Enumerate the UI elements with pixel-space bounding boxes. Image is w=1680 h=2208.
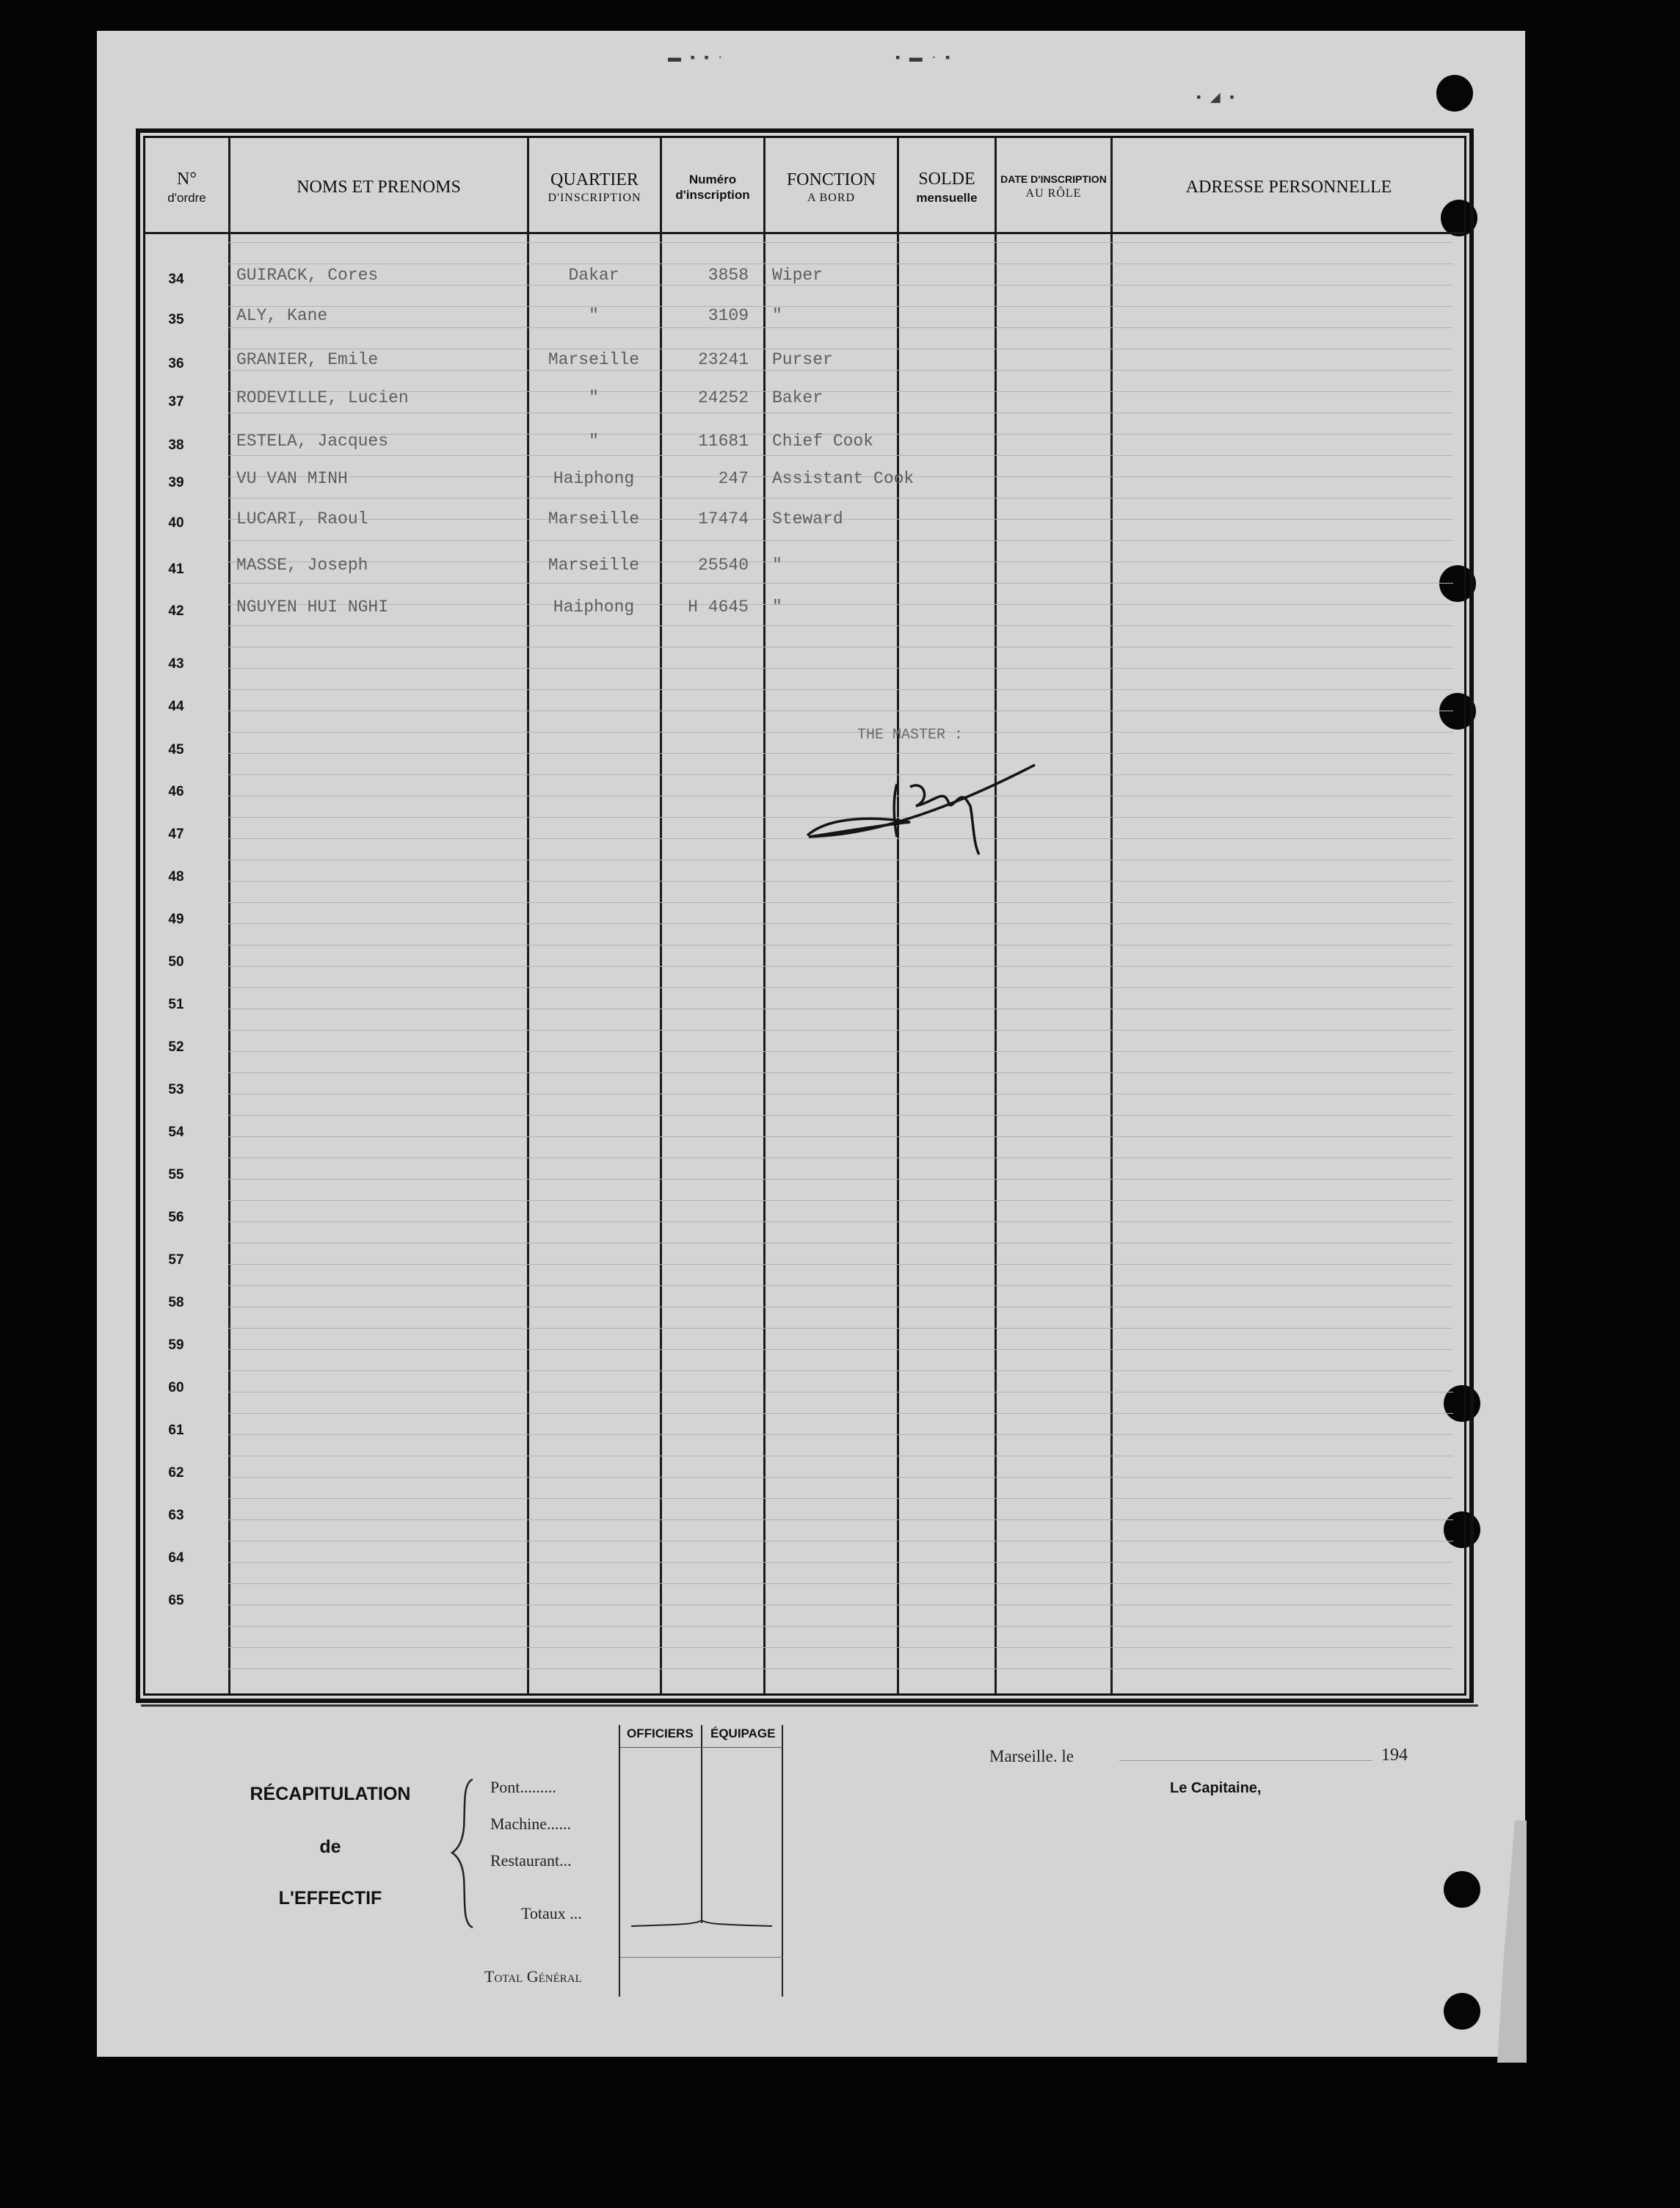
crew-numero: 17474: [697, 509, 749, 529]
crew-quartier: ": [589, 306, 599, 325]
row-number: 44: [168, 699, 184, 714]
punch-hole: [1444, 1993, 1480, 2030]
crew-numero: 247: [718, 469, 749, 488]
row-rule: [228, 1051, 1453, 1052]
row-rule: [228, 668, 1453, 669]
recap-effectif: L'EFFECTIF: [278, 1888, 382, 1909]
ink-smudge: ▪ ◢ ▪: [1196, 90, 1237, 104]
row-rule: [228, 732, 1453, 733]
row-rule: [228, 1328, 1453, 1329]
crew-fonction: Baker: [772, 388, 823, 407]
recap-totaux: Totaux ...: [521, 1904, 582, 1922]
header-fonction: FONCTION A BORD: [786, 170, 876, 204]
punch-hole: [1436, 75, 1473, 112]
master-label: THE MASTER :: [857, 727, 964, 744]
row-number: 62: [168, 1465, 184, 1481]
crew-quartier: ": [589, 432, 599, 451]
column-divider: [660, 138, 662, 1693]
crew-numero: 11681: [697, 432, 749, 451]
row-number: 63: [168, 1508, 184, 1523]
column-divider: [897, 138, 899, 1693]
row-number: 34: [168, 272, 184, 287]
row-number: 48: [168, 869, 184, 885]
row-rule: [228, 1179, 1453, 1180]
crew-name: GRANIER, Emile: [236, 350, 379, 369]
row-rule: [228, 604, 1453, 605]
row-rule: [228, 1370, 1453, 1371]
crew-name: GUIRACK, Cores: [236, 266, 379, 285]
crew-quartier: Marseille: [548, 509, 640, 529]
row-rule: [228, 1477, 1453, 1478]
row-number: 57: [168, 1252, 184, 1268]
row-number: 42: [168, 603, 184, 619]
header-noms: NOMS ET PRENOMS: [297, 178, 461, 197]
crew-name: RODEVILLE, Lucien: [236, 388, 409, 407]
year-prefix: 194: [1381, 1746, 1408, 1765]
recap-divider: [701, 1725, 702, 1923]
recap-de: de: [319, 1837, 341, 1857]
header-divider: [145, 232, 1464, 234]
row-rule: [228, 327, 1453, 328]
row-rule: [228, 1498, 1453, 1499]
crew-name: ESTELA, Jacques: [236, 432, 389, 451]
row-number: 51: [168, 997, 184, 1012]
row-rule: [228, 285, 1453, 286]
row-number: 49: [168, 912, 184, 927]
row-rule: [228, 306, 1453, 307]
row-rule: [228, 689, 1453, 690]
recap-pont: Pont.........: [490, 1778, 556, 1796]
row-rule: [228, 1349, 1453, 1350]
crew-name: LUCARI, Raoul: [236, 509, 368, 529]
row-rule: [228, 1434, 1453, 1435]
ink-smudge: ▪ ▬ · ▪: [895, 50, 953, 65]
row-rule: [228, 1115, 1453, 1116]
row-number: 37: [168, 394, 184, 410]
crew-quartier: ": [589, 388, 599, 407]
recap-brace: [449, 1776, 479, 1931]
row-rule: [228, 455, 1453, 456]
crew-name: VU VAN MINH: [236, 469, 348, 488]
header-no: N° d'ordre: [167, 170, 206, 206]
row-number: 35: [168, 312, 184, 327]
header-date: DATE D'INSCRIPTION AU RÔLE: [1000, 173, 1107, 200]
recap-restaurant: Restaurant...: [490, 1851, 572, 1870]
crew-numero: 23241: [697, 350, 749, 369]
row-rule: [228, 923, 1453, 924]
recap-header-rule: [620, 1747, 783, 1748]
row-number: 50: [168, 954, 184, 970]
punch-hole: [1444, 1871, 1480, 1908]
crew-fonction: ": [772, 306, 782, 325]
header-numero: Numéro d'inscription: [675, 172, 750, 202]
row-number: 41: [168, 562, 184, 577]
row-rule: [228, 966, 1453, 967]
row-number: 61: [168, 1423, 184, 1438]
row-number: 38: [168, 437, 184, 453]
crew-quartier: Marseille: [548, 350, 640, 369]
recap-machine: Machine......: [490, 1815, 571, 1833]
crew-quartier: Haiphong: [553, 598, 635, 617]
row-rule: [228, 1647, 1453, 1648]
recap-col-officiers: OFFICIERS: [627, 1726, 694, 1740]
totaux-bracket: [630, 1919, 774, 1931]
row-rule: [228, 1136, 1453, 1137]
row-number: 65: [168, 1593, 184, 1608]
row-number: 43: [168, 656, 184, 672]
crew-numero: 3858: [708, 266, 749, 285]
row-number: 47: [168, 827, 184, 842]
row-rule: [228, 1264, 1453, 1265]
recap-total-rule: [620, 1957, 783, 1958]
ink-smudge: ▬ ▪ ▪ ·: [668, 50, 726, 65]
column-divider: [994, 138, 997, 1693]
row-rule: [228, 1413, 1453, 1414]
row-number: 36: [168, 356, 184, 371]
row-rule: [228, 370, 1453, 371]
row-rule: [228, 1200, 1453, 1201]
row-number: 39: [168, 475, 184, 490]
row-number: 56: [168, 1210, 184, 1225]
row-rule: [228, 987, 1453, 988]
row-rule: [228, 1583, 1453, 1584]
row-rule: [228, 1626, 1453, 1627]
row-rule: [228, 391, 1453, 392]
row-rule: [228, 1562, 1453, 1563]
row-number: 59: [168, 1337, 184, 1353]
crew-numero: H 4645: [688, 598, 749, 617]
crew-name: NGUYEN HUI NGHI: [236, 598, 389, 617]
row-rule: [228, 1030, 1453, 1031]
crew-quartier: Dakar: [568, 266, 619, 285]
column-divider: [228, 138, 230, 1693]
row-number: 46: [168, 784, 184, 799]
crew-quartier: Haiphong: [553, 469, 635, 488]
row-rule: [228, 1221, 1453, 1222]
crew-fonction: Steward: [772, 509, 843, 529]
row-number: 54: [168, 1125, 184, 1140]
crew-numero: 3109: [708, 306, 749, 325]
header-quartier: QUARTIER D'INSCRIPTION: [548, 170, 641, 204]
date-line: [1119, 1760, 1372, 1761]
crew-quartier: Marseille: [548, 556, 640, 575]
row-number: 40: [168, 515, 184, 531]
row-rule: [228, 881, 1453, 882]
row-number: 58: [168, 1295, 184, 1310]
recap-col-equipage: ÉQUIPAGE: [710, 1726, 776, 1740]
row-rule: [228, 583, 1453, 584]
column-divider: [1110, 138, 1113, 1693]
crew-fonction: Wiper: [772, 266, 823, 285]
crew-fonction: Assistant Cook: [772, 469, 914, 488]
crew-fonction: Chief Cook: [772, 432, 874, 451]
crew-fonction: Purser: [772, 350, 833, 369]
row-number: 52: [168, 1039, 184, 1055]
capitaine-label: Le Capitaine,: [1170, 1780, 1262, 1796]
recap-divider: [619, 1725, 620, 1997]
row-rule: [228, 540, 1453, 541]
recap-title: RÉCAPITULATION: [250, 1784, 411, 1804]
crew-name: ALY, Kane: [236, 306, 328, 325]
row-rule: [228, 1072, 1453, 1073]
row-number: 53: [168, 1082, 184, 1097]
row-rule: [228, 625, 1453, 626]
master-signature: [800, 749, 1050, 866]
row-number: 64: [168, 1550, 184, 1566]
recap-total-general: Total Général: [484, 1967, 582, 1986]
row-number: 55: [168, 1167, 184, 1183]
header-adresse: ADRESSE PERSONNELLE: [1185, 178, 1392, 197]
crew-fonction: ": [772, 598, 782, 617]
place-date-label: Marseille. le: [989, 1747, 1074, 1765]
row-rule: [228, 902, 1453, 903]
crew-numero: 24252: [697, 388, 749, 407]
recap-divider: [782, 1725, 783, 1997]
row-number: 60: [168, 1380, 184, 1395]
crew-fonction: ": [772, 556, 782, 575]
column-divider: [763, 138, 766, 1693]
header-solde: SOLDE mensuelle: [916, 170, 978, 206]
row-rule: [228, 1519, 1453, 1520]
row-number: 45: [168, 742, 184, 758]
crew-name: MASSE, Joseph: [236, 556, 368, 575]
row-rule: [228, 1668, 1453, 1669]
row-rule: [228, 242, 1453, 243]
crew-numero: 25540: [697, 556, 749, 575]
row-rule: [228, 1285, 1453, 1286]
footer-divider: [141, 1704, 1478, 1707]
column-divider: [527, 138, 529, 1693]
